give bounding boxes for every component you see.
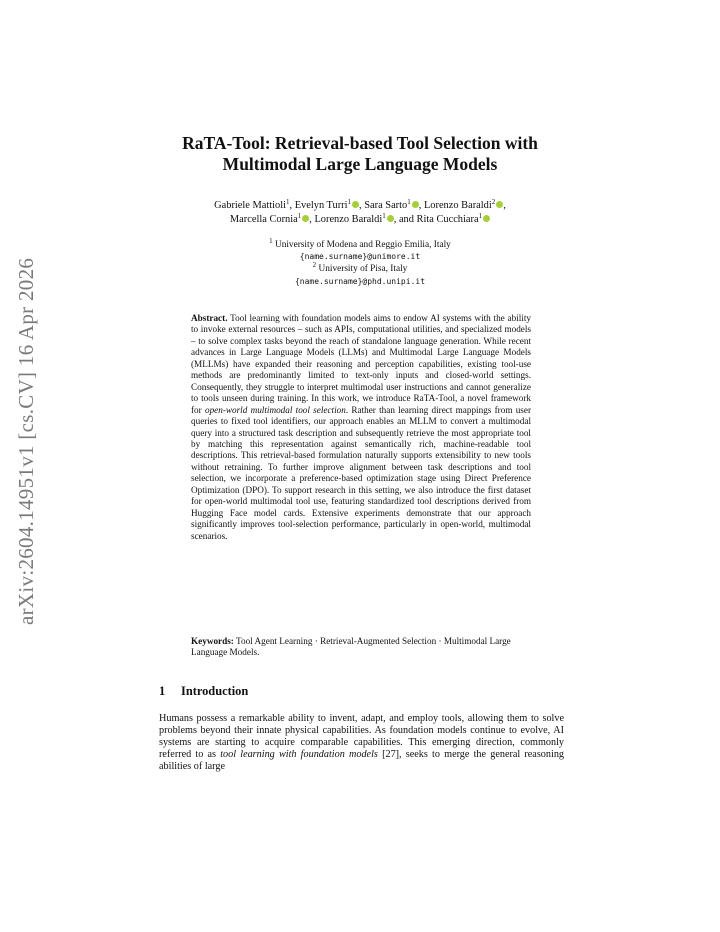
title-line-2: Multimodal Large Language Models (222, 154, 498, 174)
author-name: Rita Cucchiara (416, 214, 479, 225)
abstract-label: Abstract. (191, 313, 228, 323)
author-name: Gabriele Mattioli (214, 200, 286, 211)
orcid-icon[interactable] (412, 201, 419, 208)
keywords-text: Tool Agent Learning · Retrieval-Augmented Selection · Multimodal Large Language Models. (191, 636, 511, 658)
author-affil-mark: 1 (382, 212, 386, 220)
section-title: Introduction (181, 684, 249, 698)
affiliations (100, 239, 620, 288)
affiliation-1-email: {name.surname}@unimore.it (299, 252, 421, 262)
affiliation-2: $^2$ University of Pisa, Italy (312, 261, 408, 275)
intro-emphasis: tool learning with foundation models (220, 749, 378, 761)
keywords-label: Keywords: (191, 636, 234, 646)
abstract-text: Tool learning with foundation models aims to endow AI systems with the ability to invoke external resources – such as APIs, computational utilities, and specialized models – to solve complex tasks beyond the reach of standalone language generation. While recent advances in Large Language Models (LLMs) and Multimodal Large Language Models (MLLMs) have expanded their reasoning and perception capabilities, existing tool-use methods are predominantly limited to text-only inputs and closed-world settings. Consequently, they struggle to interpret multimodal user instructions and cannot generalize to tools unseen during training. In this work, we introduce RaTA-Tool, a novel framework for (191, 313, 531, 415)
author-affil-mark: 1 (478, 212, 483, 220)
author-name: Lorenzo Baraldi (423, 200, 492, 211)
author-line-2: Marcella Cornia$^1$ , Lorenzo Baraldi$^1$ , and Rita Cucchiara$^1$ (100, 213, 620, 227)
intro-paragraph: Humans possess a remarkable ability to invent, adapt, and employ tools, allowing them to solve problems beyond their innate physical capabilities. As foundation models continue to evolve, AI systems are starting to acquire comparable capabilities. This emerging direction, commonly referred to as tool learning with foundation models [27], seeks to merge the general reasoning abilities of large (159, 713, 565, 773)
affiliation-2-email: {name.surname}@phd.unipi.it (294, 276, 426, 286)
orcid-icon[interactable] (387, 215, 394, 222)
author-affil-mark: 1 (286, 198, 290, 206)
arxiv-identifier: arXiv:2604.14951v1 [cs.CV] 16 Apr 2026 (14, 257, 38, 625)
author-name: Sara Sarto (364, 200, 408, 211)
author-affil-mark: 1 (347, 198, 352, 206)
abstract (191, 313, 531, 542)
paper-title (100, 133, 620, 175)
author-affil-mark: 2 (491, 198, 496, 206)
keywords (191, 636, 531, 659)
author-name: Marcella Cornia (229, 214, 298, 225)
section-number: 1 (159, 684, 166, 698)
affiliation-1: $^1$ University of Modena and Reggio Emilia, Italy (269, 237, 451, 250)
author-list (100, 199, 620, 227)
orcid-icon[interactable] (352, 201, 359, 208)
author-name: Evelyn Turri (294, 200, 348, 211)
author-affil-mark: 1 (297, 212, 302, 220)
author-name: Lorenzo Baraldi (314, 214, 383, 225)
abstract-text-continued: . Rather than learning direct mappings from user queries to fixed tool identifiers, our approach enables an MLLM to convert a multimodal query into a structured task description and subsequently retrieve the most appropriate tool by matching this representation against semantically rich, machine-readable tool descriptions. This retrieval-based formulation naturally supports extensibility to new tools without retraining. To further improve alignment between task descriptions and tool selection, we incorporate a preference-based optimization stage using Direct Preference Optimization (DPO). To support research in this setting, we also introduce the first dataset for open-world multimodal tool use, featuring standardized tool descriptions derived from Hugging Face model cards. Extensive experiments demonstrate that our approach significantly improves tool-selection performance, particularly in open-world, multimodal scenarios. (191, 404, 532, 541)
title-line-1: RaTA-Tool: Retrieval-based Tool Selection with (182, 133, 538, 153)
author-line-1: Gabriele Mattioli$^1$, Evelyn Turri$^1$ , Sara Sarto$^1$ , Lorenzo Baraldi$^2$ , (214, 198, 506, 211)
abstract-emphasis: open-world multimodal tool selection (204, 404, 346, 415)
author-affil-mark: 1 (407, 198, 411, 206)
section-heading (159, 684, 248, 699)
orcid-icon[interactable] (483, 215, 490, 222)
